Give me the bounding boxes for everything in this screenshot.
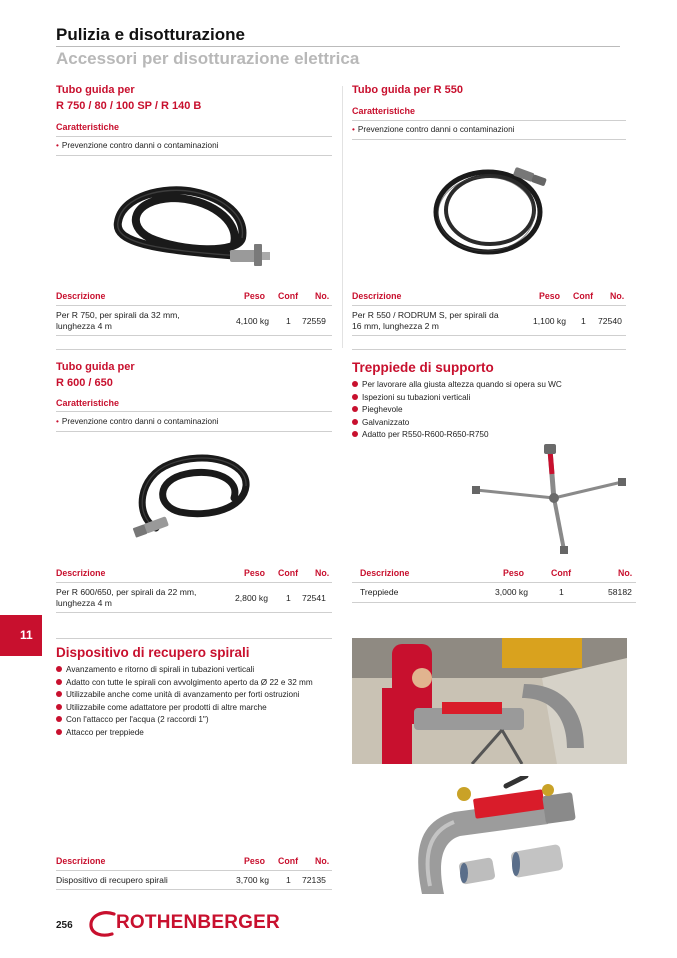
brand-name: ROTHENBERGER (116, 912, 280, 933)
col-descrizione: Descrizione (56, 291, 106, 301)
col-peso: Peso (244, 291, 266, 301)
section-treppiede-title: Treppiede di supporto (352, 360, 494, 375)
col-no: No. (315, 568, 330, 578)
col-no: No. (315, 291, 330, 301)
row-peso: 3,000 kg (495, 587, 528, 597)
row-no: 72559 (302, 316, 326, 326)
feature-bullet: Utilizzabile anche come unità di avanzamento per forti ostruzioni (56, 689, 313, 702)
col-peso: Peso (244, 568, 266, 578)
chapter-tab: 11 (0, 615, 42, 656)
column-divider (342, 86, 343, 348)
row-no: 72135 (302, 875, 326, 885)
treppiede-features (352, 379, 562, 442)
section-r600 (56, 359, 135, 391)
row-peso: 3,700 kg (236, 875, 269, 885)
feature-bullet: Avanzamento e ritorno di spirali in tubazioni verticali (56, 664, 313, 677)
feature-bullet: Utilizzabile come adattatore per prodotti di altre marche (56, 702, 313, 715)
feature-bullet: Adatto con tutte le spirali con avvolgimento aperto da Ø 22 e 32 mm (56, 677, 313, 690)
feature-bullet: Attacco per treppiede (56, 727, 313, 740)
feature-bullet: Pieghevole (352, 404, 562, 417)
row-peso: 4,100 kg (236, 316, 269, 326)
feature-bullet: Adatto per R550-R600-R650-R750 (352, 429, 562, 442)
row-peso: 2,800 kg (235, 593, 268, 603)
section-recupero-title: Dispositivo di recupero spirali (56, 645, 250, 660)
brand-logo (88, 908, 280, 938)
row-no: 72540 (598, 316, 622, 326)
row-conf: 1 (581, 316, 586, 326)
table-row: Dispositivo di recupero spirali (56, 875, 168, 885)
caratteristiche-label: Caratteristiche (56, 122, 120, 132)
table-row: Per R 750, per spirali da 32 mm, lunghezza 4 m (56, 310, 180, 331)
section-title-models: R 750 / 80 / 100 SP / R 140 B (56, 100, 202, 112)
row-conf: 1 (286, 593, 291, 603)
col-conf: Conf (573, 291, 594, 301)
row-conf: 1 (286, 875, 291, 885)
guide-tube-r750-image (112, 178, 272, 270)
col-descrizione: Descrizione (56, 856, 106, 866)
feature-bullet: Per lavorare alla giusta altezza quando si opera su WC (352, 379, 562, 392)
section-r550-title: Tubo guida per R 550 (352, 84, 464, 96)
col-descrizione: Descrizione (352, 291, 402, 301)
col-descrizione: Descrizione (56, 568, 106, 578)
page-title: Pulizia e disotturazione (56, 25, 245, 44)
col-no: No. (618, 568, 633, 578)
section-r750 (56, 82, 201, 114)
col-peso: Peso (244, 856, 266, 866)
row-no: 58182 (608, 587, 632, 597)
col-conf: Conf (551, 568, 572, 578)
tripod-image (470, 440, 630, 558)
caratteristiche-label: Caratteristiche (352, 106, 416, 116)
col-peso: Peso (539, 291, 561, 301)
recovery-device-photo (352, 638, 627, 764)
col-no: No. (610, 291, 625, 301)
feature-bullet: • Prevenzione contro danni o contaminazioni (56, 141, 219, 150)
table-row: Per R 600/650, per spirali da 22 mm, lunghezza 4 m (56, 587, 197, 608)
col-peso: Peso (503, 568, 525, 578)
recupero-features (56, 664, 313, 740)
col-descrizione: Descrizione (360, 568, 410, 578)
feature-bullet: Ispezioni su tubazioni verticali (352, 392, 562, 405)
row-no: 72541 (302, 593, 326, 603)
feature-bullet: Galvanizzato (352, 417, 562, 430)
col-conf: Conf (278, 856, 299, 866)
title-rule (56, 46, 620, 47)
col-no: No. (315, 856, 330, 866)
feature-bullet: Con l'attacco per l'acqua (2 raccordi 1") (56, 714, 313, 727)
row-conf: 1 (286, 316, 291, 326)
caratteristiche-label: Caratteristiche (56, 398, 120, 408)
table-row: Treppiede (360, 587, 399, 597)
row-conf: 1 (559, 587, 564, 597)
section-title: Tubo guida per (56, 84, 135, 96)
guide-tube-r550-image (428, 160, 552, 260)
col-conf: Conf (278, 291, 299, 301)
page-subtitle: Accessori per disotturazione elettrica (56, 49, 360, 68)
table-row: Per R 550 / RODRUM S, per spirali da 16 mm, lunghezza 2 m (352, 310, 499, 331)
section-title: Tubo guida per (56, 361, 135, 373)
page-number: 256 (56, 920, 73, 931)
col-conf: Conf (278, 568, 299, 578)
feature-bullet: • Prevenzione contro danni o contaminazioni (352, 125, 515, 134)
feature-bullet: • Prevenzione contro danni o contaminazioni (56, 417, 219, 426)
guide-tube-r600-image (130, 446, 254, 540)
recovery-device-product-image (394, 776, 584, 896)
section-title-models: R 600 / 650 (56, 377, 113, 389)
row-peso: 1,100 kg (533, 316, 566, 326)
brand-swoosh-icon (88, 908, 118, 938)
